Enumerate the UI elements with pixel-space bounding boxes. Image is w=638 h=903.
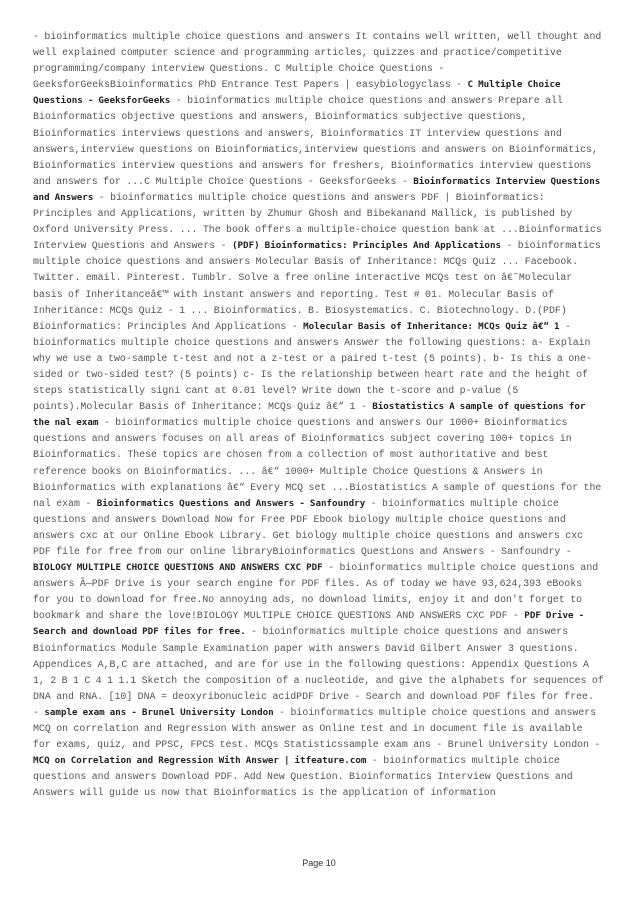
bold-heading: Biostatistics A sample of questions for the nal exam — [33, 401, 586, 429]
body-text: - bioinformatics multiple choice questions and answers Ã—PDF Drive is your search engine for PDF files. As of today we have 93,624,393 eBooks for you to download for free.No annoying ads, no download limits, enjoy it and don't forget to bookmark and share the love!BIOLOGY MULTIPLE CHOICE QUESTIONS AND ANSWERS CXC PDF - — [33, 562, 599, 622]
page-number: Page 10 — [302, 858, 336, 868]
bold-heading: sample exam ans - Brunel University London — [44, 706, 274, 718]
bold-heading: PDF Drive - Search and download PDF files for free. — [33, 610, 585, 638]
body-text: - bioinformatics multiple choice questions and answers It contains well written, well thought and well explained computer science and programming articles, quizzes and practice/competitive programming/company interview Questions. C Multiple Choice Questions - GeeksforGeeksBioinformatics PhD Entrance Test Papers | easybiologyclass - — [33, 31, 602, 91]
body-text: - bioinformatics multiple choice questions and answers PDF | Bioinformatics: Principles and Applications, written by Zhumur Ghosh and Bibekanand Mallick, is published by Oxford University Press. ... The book offers a multiple-choice question bank at ...Bioinformatics Interview Questions and Answers - — [33, 191, 602, 252]
body-text: - bioinformatics multiple choice questions and answers Molecular Basis of Inheritance: MCQs Quiz ... Facebook. Twitter. email. Pinterest. Tumblr. Solve a free online interactive MCQs test on â€˜Molecular basis of Inheritanceâ€™ with instant answers and reporting. Test # 01. Molecular Basis of Inheritance: MCQs Quiz - 1 ... Bioinformatics. B. Biosystematics. C. Biotechnology. D.(PDF) Bioinformatics: Principles And Applications - — [33, 240, 601, 332]
body-text: - bioinformatics multiple choice questions and answers Bioinformatics Module Sample Examination paper with answers David Gilbert Answer 3 questions. Appendices A,B,C are attached, and are for use in the following questions: Appendix Questions A 1, 2 B 1 C 4 1 1.1 Sketch the composition of a nucleotide, and give the alphabets for sequences of DNA and RNA. [10] DNA = deoxyribonucleic acidPDF Drive - Search and download PDF files for free. - — [33, 626, 604, 718]
body-text: - bioinformatics multiple choice questions and answers Answer the following questions: a- Explain why we use a two-sample t-test and not a z-test or a paired t-test (5 points). b- Is this a one-sided or two-sided test? (5 points) c- Is the relationship between heart rate and the height of steps statistically signi cant at 0.01 level? Write down the t-score and p-value (5 points).Molecular Basis of Inheritance: MCQs Quiz â€“ 1 - — [33, 320, 592, 413]
page-body-text — [33, 29, 605, 802]
body-text: - bioinformatics multiple choice questions and answers MCQ on correlation and Regression With answer as Online test and in document file is available for exams, quiz, and PPSC, FPCS test. MCQs Statisticssample exam ans - Brunel University London - — [33, 706, 601, 751]
body-text: - bioinformatics multiple choice questions and answers Download Now for Free PDF Ebook biology multiple choice questions and answers cxc at our Online Ebook Library. Get biology multiple choice questions and answers cxc PDF file for free from our online libraryBioinformatics Questions and Answers - Sanfoundry - — [33, 497, 584, 557]
bold-heading: BIOLOGY MULTIPLE CHOICE QUESTIONS AND ANSWERS CXC PDF — [33, 562, 323, 574]
body-text: - bioinformatics multiple choice questions and answers Our 1000+ Bioinformatics questions and answers focuses on all areas of Bioinformatics subject covering 100+ topics in Bioinformatics. These topics are chosen from a collection of most authoritative and best reference books on Bioinformatics. ... â€“ 1000+ Multiple Choice Questions & Answers in Bioinformatics with explanations â€“ Every MCQ set ...Biostatistics A sample of questions for the nal exam - — [33, 417, 602, 509]
body-text: - bioinformatics multiple choice questions and answers Download PDF. Add New Question. Bioinformatics Interview Questions and Answers will guide us now that Bioinformatics is the application of information — [33, 755, 573, 799]
bold-heading: (PDF) Bioinformatics: Principles And Applications — [231, 240, 502, 252]
bold-heading: Bioinformatics Interview Questions and Answers — [33, 175, 601, 203]
bold-heading: MCQ on Correlation and Regression With Answer | itfeature.com — [33, 755, 367, 767]
bold-heading: C Multiple Choice Questions - GeeksforGeeks — [33, 79, 561, 107]
bold-heading: Molecular Basis of Inheritance: MCQs Quiz â€“ 1 — [303, 320, 560, 332]
bold-heading: Bioinformatics Questions and Answers - Sanfoundry — [96, 497, 366, 509]
body-text: - bioinformatics multiple choice questions and answers Prepare all Bioinformatics objective questions and answers, Bioinformatics subjective questions, Bioinformatics interviews questions and answers, Bioinformatics IT interview questions and answers,interview questions on Bioinformatics,interview questions and answers on Bioinformatics, Bioinformatics interview questions and answers for freshers, Bioinformatics interview questions and answers for ...C Multiple Choice Questions - GeeksforGeeks - — [33, 95, 598, 187]
